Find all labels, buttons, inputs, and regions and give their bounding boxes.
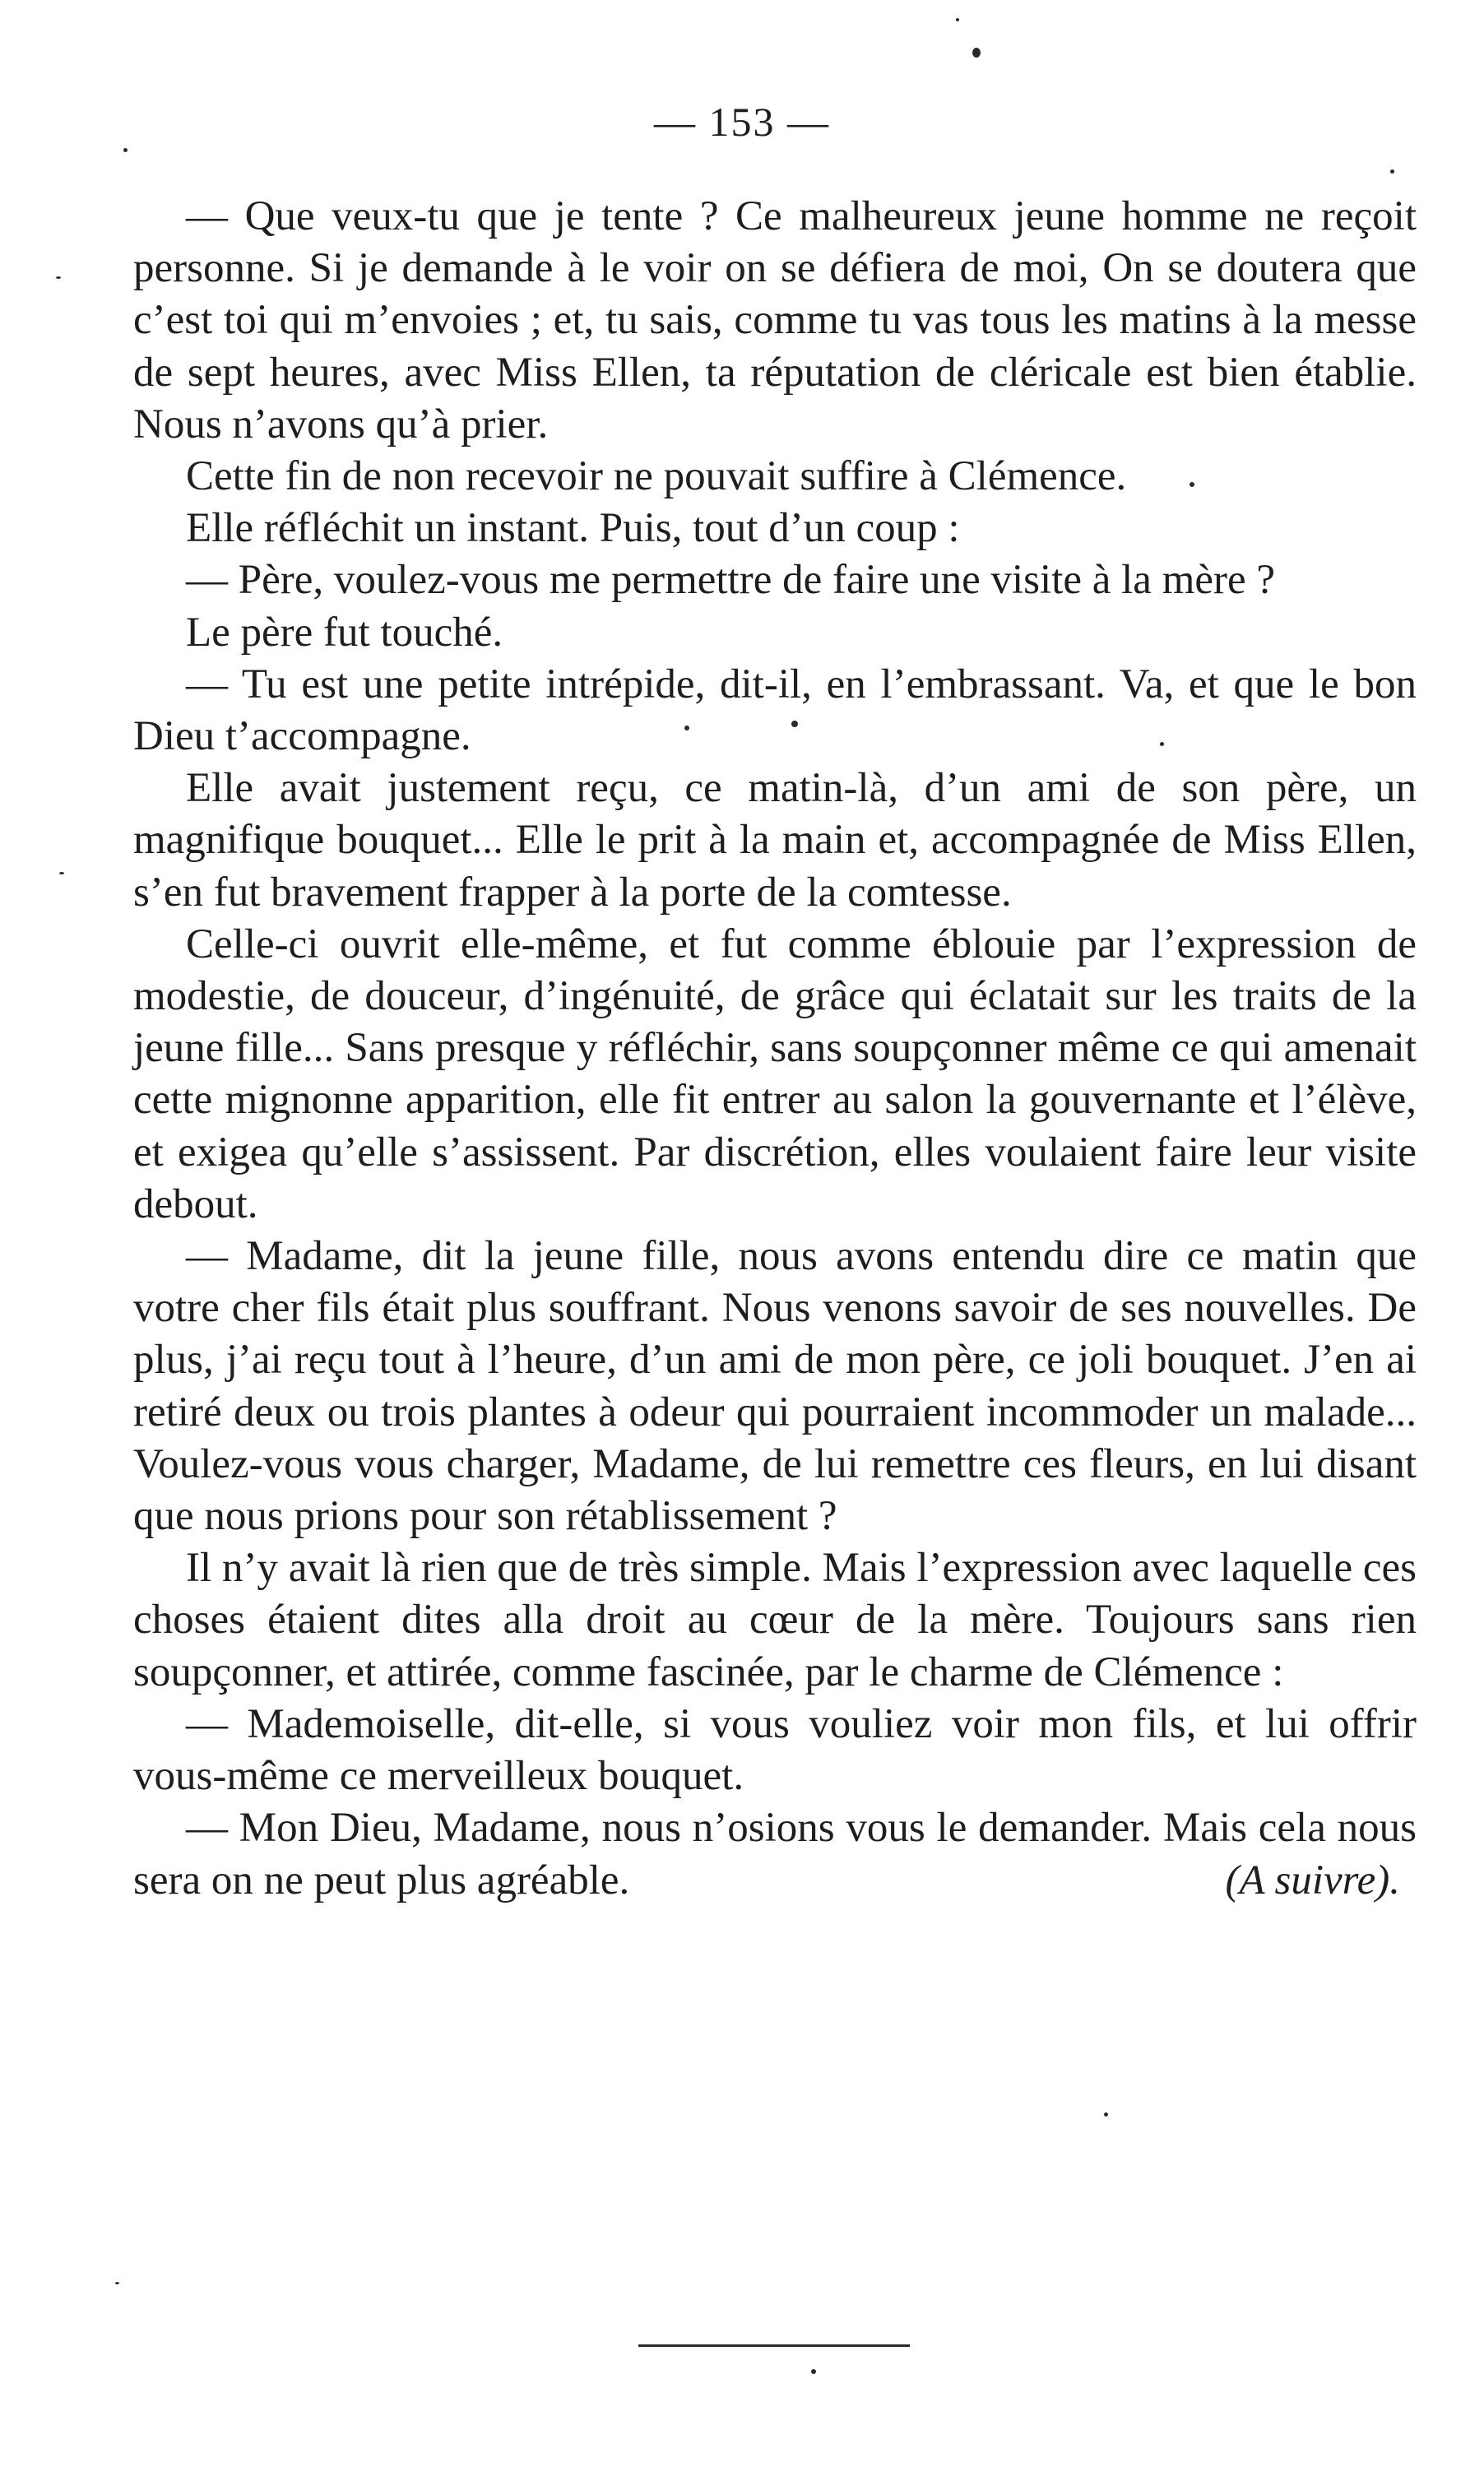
scan-speck (1160, 742, 1164, 746)
paragraph-5: Le père fut touché. (186, 609, 503, 656)
scan-speck (684, 726, 689, 730)
page-number: — 153 — (654, 99, 830, 145)
scan-speck (56, 276, 61, 279)
end-rule (638, 2344, 910, 2347)
scan-speck (123, 148, 128, 152)
paragraph-7: Elle avait justement reçu, ce matin-là, d’un ami de son père, un magnifique bouquet... Elle le prit à la main et, accompagnée de Miss Ellen, s’en fut bravement frapper à la porte de la comtesse. (133, 765, 1417, 916)
paragraph-6: — Tu est une petite intrépide, dit-il, en l’embrassant. Va, et que le bon Dieu t’accompagne. (133, 661, 1417, 760)
scan-speck (115, 2282, 119, 2284)
paragraph-12-text: — Mon Dieu, Madame, nous n’osions vous le demander. Mais cela nous sera on ne peut plus agréable. (133, 1805, 1417, 1903)
scan-speck (811, 2369, 816, 2374)
scan-speck (1190, 482, 1194, 487)
paragraph-1: — Que veux-tu que je tente ? Ce malheureux jeune homme ne reçoit personne. Si je demande à le voir on se défiera de moi, On se doutera que c’est toi qui m’envoies ; et, tu sais, comme tu vas tous les matins à la messe de sept heures, avec Miss Ellen, ta réputation de cléricale est bien établie. Nous n’avons qu’à prier. (133, 193, 1417, 447)
paragraph-12 (133, 1802, 1417, 1906)
paragraph-3: Elle réfléchit un instant. Puis, tout d’un coup : (186, 505, 960, 552)
paragraph-8: Celle-ci ouvrit elle-même, et fut comme éblouie par l’expression de modestie, de douceur, d’ingénuité, de grâce qui éclatait sur les traits de la jeune fille... Sans presque y réfléchir, sans soupçonner même ce qui amenait cette mignonne apparition, elle fit entrer au salon la gouvernante et l’élève, et exigea qu’elle s’assissent. Par discrétion, elles voulaient faire leur visite debout. (133, 920, 1417, 1227)
body-text (133, 191, 1417, 1907)
paragraph-2: Cette fin de non recevoir ne pouvait suffire à Clémence. (186, 453, 1127, 500)
scan-speck (956, 18, 959, 21)
paragraph-9: — Madame, dit la jeune fille, nous avons entendu dire ce matin que votre cher fils était plus souffrant. Nous venons savoir de ses nouvelles. De plus, j’ai reçu tout à l’heure, d’un ami de mon père, ce joli bouquet. J’en ai retiré deux ou trois plantes à odeur qui pourraient incommoder un malade... Voulez-vous vous charger, Madame, de lui remettre ces fleurs, en lui disant que nous prions pour son rétablissement ? (133, 1233, 1417, 1540)
paragraph-4: — Père, voulez-vous me permettre de faire une visite à la mère ? (186, 557, 1276, 604)
scan-speck (972, 48, 981, 58)
scan-speck (1104, 2112, 1108, 2117)
paragraph-11: — Mademoiselle, dit-elle, si vous vouliez voir mon fils, et lui offrir vous-même ce merveilleux bouquet. (133, 1700, 1417, 1800)
scan-speck (1390, 169, 1394, 174)
scan-speck (59, 872, 64, 874)
scan-speck (791, 721, 798, 727)
paragraph-10: Il n’y avait là rien que de très simple. Mais l’expression avec laquelle ces choses étaient dites alla droit au cœur de la mère. Toujours sans rien soupçonner, et attirée, comme fascinée, par le charme de Clémence : (133, 1545, 1417, 1695)
continuation-note: (A suivre). (1225, 1857, 1400, 1903)
